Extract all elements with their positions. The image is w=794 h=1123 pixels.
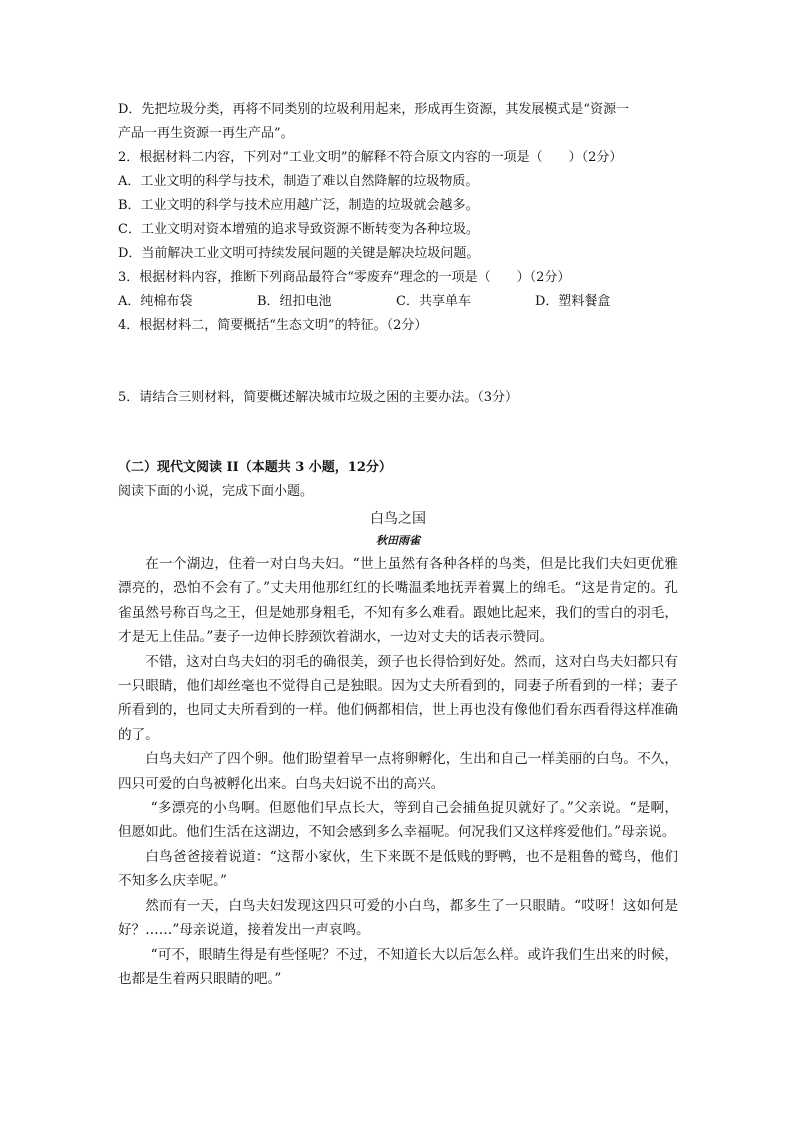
story-paragraph: 在一个湖边，住着一对白鸟夫妇。“世上虽然有各种各样的鸟类，但是比我们夫妇更优雅漂亮的，恐怕不会有了。”丈夫用他那红红的长嘴温柔地抚弄着翼上的绵毛。“这是肯定的。孔雀虽然号称百鸟之王，但是她那身粗毛，不知有多么难看。跟她比起来，我们的雪白的羽毛，才是无上佳品。”妻子一边伸长脖颈饮着湖水，一边对丈夫的话表示赞同。 [118, 556, 678, 646]
q5-answer-space [118, 410, 678, 456]
q1-option-d-line2: 产品一再生资源一再生产品”。 [118, 126, 294, 141]
q3-option-a: A．纯棉布袋 [118, 294, 193, 309]
q4-answer-space [118, 338, 678, 386]
q3-options [118, 290, 678, 314]
exam-page [118, 98, 678, 991]
story-paragraph: 不错，这对白鸟夫妇的羽毛的确很美，颈子也长得恰到好处。然而，这对白鸟夫妇都只有一只眼睛，他们却丝毫也不觉得自己是独眼。因为丈夫所看到的，同妻子所看到的一样；妻子所看到的，也同丈夫所看到的一样。他们俩都相信，世上再也没有像他们看东西看得这样准确的了。 [118, 653, 678, 743]
q3-option-b: B．纽扣电池 [257, 294, 332, 309]
story-paragraph: 白鸟爸爸接着说道：“这帮小家伙，生下来既不是低贱的野鸭，也不是粗鲁的鹫鸟，他们不知多么庆幸呢。” [118, 848, 678, 890]
story-paragraph: “多漂亮的小鸟啊。但愿他们早点长大，等到自己会捕鱼捉贝就好了。”父亲说。“是啊，但愿如此。他们生活在这湖边，不知会感到多么幸福呢。何况我们又这样疼爱他们。”母亲说。 [118, 800, 678, 841]
story-paragraph: 然而有一天，白鸟夫妇发现这四只可爱的小白鸟，都多生了一只眼睛。“哎呀！这如何是好？……”母亲说道，接着发出一声哀鸣。 [118, 897, 678, 939]
q2-option-d: D．当前解决工业文明可持续发展问题的关键是解决垃圾问题。 [118, 246, 480, 261]
q4-stem: 4．根据材料二，简要概括“生态文明”的特征。（2分） [118, 318, 428, 333]
section-instruction: 阅读下面的小说，完成下面小题。 [118, 484, 314, 499]
q2-option-b: B．工业文明的科学与技术应用越广泛，制造的垃圾就会越多。 [118, 198, 479, 213]
story-paragraph: 白鸟夫妇产了四个卵。他们盼望着早一点将卵孵化，生出和自己一样美丽的白鸟。不久，四只可爱的白鸟被孵化出来。白鸟夫妇说不出的高兴。 [118, 751, 678, 792]
q1-option-d-line1: D．先把垃圾分类，再将不同类别的垃圾利用起来，形成再生资源，其发展模式是“资源一 [118, 102, 630, 117]
story-title: 白鸟之国 [370, 511, 426, 527]
q2-option-a: A．工业文明的科学与技术，制造了难以自然降解的垃圾物质。 [118, 174, 479, 189]
story-author: 秋田雨雀 [376, 534, 420, 547]
q2-option-c: C．工业文明对资本增殖的追求导致资源不断转变为各种垃圾。 [118, 222, 479, 237]
q2-stem: 2．根据材料二内容，下列对“工业文明”的解释不符合原文内容的一项是（ ）（2分） [118, 150, 623, 165]
q3-stem: 3．根据材料内容，推断下列商品最符合“零废弃”理念的一项是（ ）（2分） [118, 270, 571, 285]
q3-option-c: C．共享单车 [396, 294, 471, 309]
section-heading: （二）现代文阅读 II（本题共 3 小题，12分） [118, 460, 392, 475]
story-paragraph: “可不，眼睛生得是有些怪呢？不过，不知道长大以后怎么样。或许我们生出来的时候，也都是生着两只眼睛的吧。” [118, 946, 678, 987]
q3-option-d: D．塑料餐盒 [535, 294, 611, 309]
q5-stem: 5．请结合三则材料，简要概述解决城市垃圾之困的主要办法。（3分） [118, 390, 519, 405]
